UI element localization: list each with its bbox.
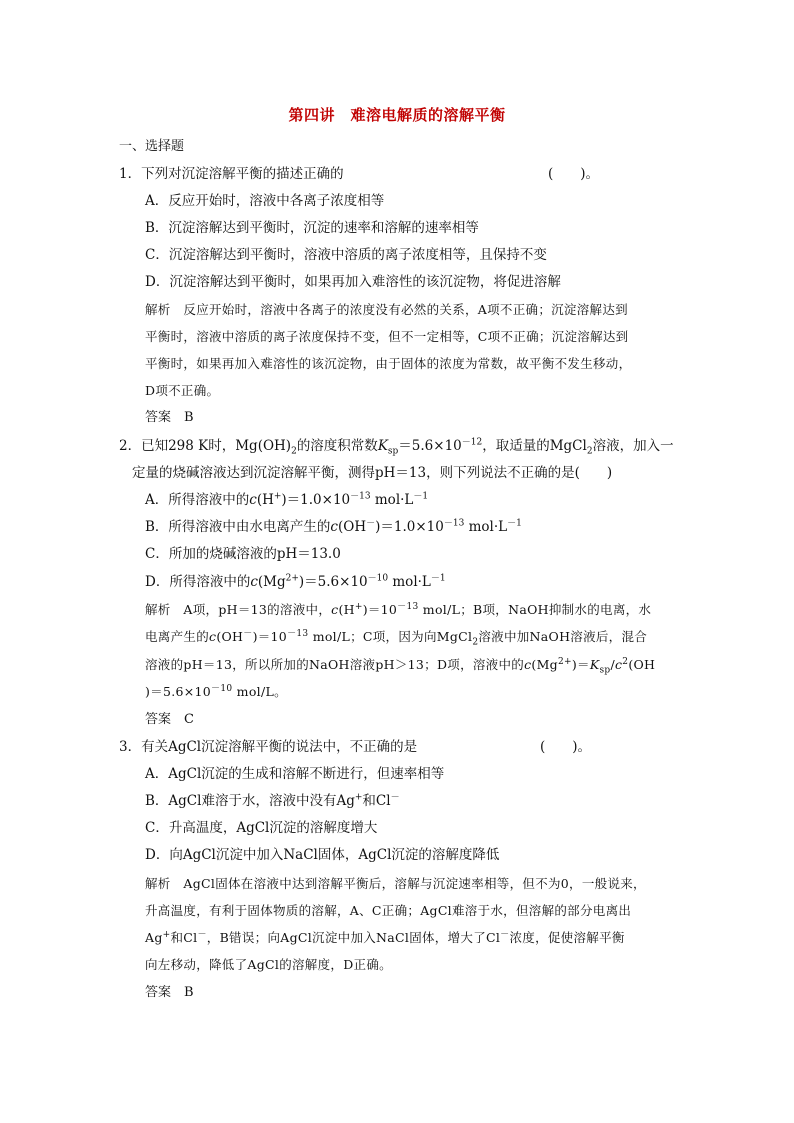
q2-explanation-line: 溶液的pH＝13，所以所加的NaOH溶液pH＞13；D项，溶液中的$c(Mg^{2+})=K_{sp}/c^2(OH$ [145,656,656,676]
q3-option-b: B．AgCl难溶于水，溶液中没有Ag+和Cl－ [145,792,400,809]
q3-option-c: C．升高温度，AgCl沉淀的溶解度增大 [145,820,378,836]
q3-explanation-line: 升高温度，有利于固体物质的溶解，A、C正确；AgCl难溶于水，但溶解的部分电离出 [145,903,632,918]
q3-option-d: D．向AgCl沉淀中加入NaCl固体，AgCl沉淀的溶解度降低 [145,847,500,863]
q3-answer-paren: ( )。 [540,739,592,755]
q2-option-a: A．所得溶液中的$c(H^+)=1.0\times 10^{-13}$ $mol\cdot L^{-1}$ [145,491,429,508]
q1-answer-paren: ( )。 [548,166,600,182]
q2-explanation-line: 电离产生的$c(OH^-)=10^{-13}$ mol/L；C项，因为向MgCl$_2$溶液中加NaOH溶液后，混合 [145,628,648,648]
q2-option-d: D．所得溶液中的$c(Mg^{2+})=5.6\times 10^{-10}$ $mol\cdot L^{-1}$ [145,573,446,590]
q1-explanation-line: 平衡时，溶液中溶质的离子浓度保持不变，但不一定相等，C项不正确；沉淀溶解达到 [145,329,629,344]
q2-stem-line1: 2．已知298 K时，$Mg(OH)_2$的溶度积常数$K_{sp}=5.6\times 10^{-12}$，取适量的MgCl$_2$溶液，加入一 [119,437,674,457]
q2-option-c: C．所加的烧碱溶液的pH＝13.0 [145,546,341,562]
q1-option-a: A．反应开始时，溶液中各离子浓度相等 [145,193,385,209]
q3-option-a: A．AgCl沉淀的生成和溶解不断进行，但速率相等 [145,766,445,782]
q2-option-b: B．所得溶液中由水电离产生的$c(OH^-)=1.0\times 10^{-13}$ $mol\cdot L^{-1}$ [145,518,522,535]
q3-explanation-line: Ag+和Cl－，B错误；向AgCl沉淀中加入NaCl固体，增大了Cl－浓度，促使溶解平衡 [145,929,625,945]
q2-answer: 答案 C [145,712,194,727]
q1-explanation-line: D项不正确。 [145,383,220,398]
q1-option-c: C．沉淀溶解达到平衡时，溶液中溶质的离子浓度相等，且保持不变 [145,247,547,263]
q3-stem: 3．有关AgCl沉淀溶解平衡的说法中，不正确的是 [119,739,418,755]
section-heading: 一、选择题 [119,139,185,154]
q1-explanation-line: 平衡时，如果再加入难溶性的该沉淀物，由于固体的浓度为常数，故平衡不发生移动， [145,356,632,371]
q2-stem-line2: 定量的烧碱溶液达到沉淀溶解平衡，测得pH＝13，则下列说法不正确的是( ) [132,465,613,481]
q1-answer: 答案 B [145,410,194,425]
q3-explanation-line: 向左移动，降低了AgCl的溶解度，D正确。 [145,957,392,972]
q3-explanation-line: 解析 AgCl固体在溶液中达到溶解平衡后，溶解与沉淀速率相等，但不为0，一般说来， [145,876,646,891]
lesson-title: 第四讲 难溶电解质的溶解平衡 [288,106,506,124]
q1-option-b: B．沉淀溶解达到平衡时，沉淀的速率和溶解的速率相等 [145,220,479,236]
q1-stem: 1．下列对沉淀溶解平衡的描述正确的 [119,166,344,182]
q2-explanation-line: 解析 A项，pH＝13的溶液中，$c(H^+)=10^{-13}$ mol/L；B项，NaOH抑制水的电离，水 [145,601,652,617]
q1-option-d: D．沉淀溶解达到平衡时，如果再加入难溶性的该沉淀物，将促进溶解 [145,274,561,290]
q3-answer: 答案 B [145,985,194,1000]
q1-explanation-line: 解析 反应开始时，溶液中各离子的浓度没有必然的关系，A项不正确；沉淀溶解达到 [145,302,628,317]
q2-explanation-line: )$=5.6\times 10^{-10}$ mol/L。 [145,683,287,699]
